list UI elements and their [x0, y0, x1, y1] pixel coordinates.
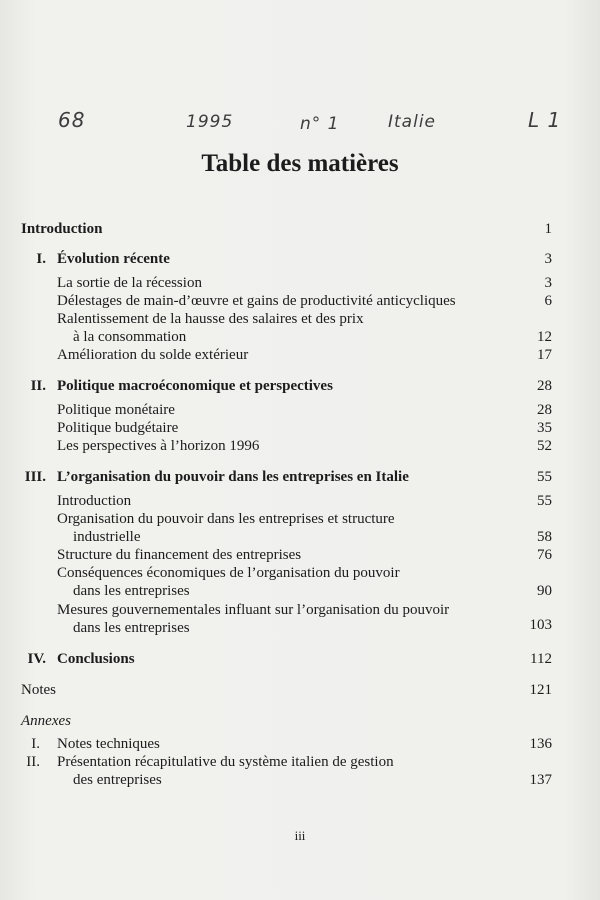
handwritten-year: 1995 [186, 112, 234, 132]
handwritten-country: Italie [388, 112, 437, 132]
toc-page-number: 121 [529, 682, 552, 698]
section-heading: L’organisation du pouvoir dans les entreprises en Italie [57, 469, 409, 485]
toc-entry-continued: à la consommation [73, 329, 187, 345]
section-numeral: IV. [27, 651, 46, 667]
section-numeral: I. [36, 251, 46, 267]
annexes-heading: Annexes [21, 713, 71, 729]
toc-page-number: 3 [544, 275, 552, 291]
toc-entry: Ralentissement de la hausse des salaires et des prix [57, 311, 364, 327]
toc-entry: Les perspectives à l’horizon 1996 [57, 438, 260, 454]
toc-entry: Présentation récapitulative du système italien de gestion [57, 754, 394, 770]
toc-page-number: 28 [537, 402, 552, 418]
toc-entry-continued: dans les entreprises [73, 620, 190, 636]
toc-page-number: 137 [529, 772, 552, 788]
toc-entry: Organisation du pouvoir dans les entreprises et structure [57, 511, 395, 527]
page-number-footer: iii [294, 828, 306, 843]
handwritten-code: L 1 [528, 108, 562, 132]
toc-entry: Conséquences économiques de l’organisation du pouvoir [57, 565, 400, 581]
annex-numeral: I. [31, 736, 40, 752]
toc-page-number: 58 [537, 529, 552, 545]
section-heading: Conclusions [57, 651, 135, 667]
toc-entry-continued: des entreprises [73, 772, 162, 788]
toc-page-number: 52 [537, 438, 552, 454]
toc-entry: Politique monétaire [57, 402, 175, 418]
toc-page-number: 76 [537, 547, 552, 563]
toc-page-number: 1 [544, 221, 552, 237]
toc-entry: La sortie de la récession [57, 275, 202, 291]
toc-page-number: 17 [537, 347, 552, 363]
toc-page-number: 112 [530, 651, 552, 667]
toc-entry: Amélioration du solde extérieur [57, 347, 249, 363]
annex-numeral: II. [26, 754, 40, 770]
toc-page-number: 28 [537, 378, 552, 394]
toc-entry: Délestages de main-d’œuvre et gains de productivité anticycliques [57, 293, 456, 309]
toc-entry-continued: dans les entreprises [73, 583, 190, 599]
toc-page-number: 55 [537, 493, 552, 509]
section-numeral: III. [24, 469, 46, 485]
toc-page-number: 3 [544, 251, 552, 267]
toc-introduction: Introduction [21, 221, 103, 237]
toc-page-number: 103 [529, 617, 552, 633]
toc-page-number: 12 [537, 329, 552, 345]
toc-entry: Introduction [57, 493, 132, 509]
toc-page-number: 6 [544, 293, 552, 309]
toc-page-number: 90 [537, 583, 552, 599]
toc-entry: Notes techniques [57, 736, 160, 752]
toc-page-number: 35 [537, 420, 552, 436]
section-numeral: II. [30, 378, 46, 394]
toc-entry: Structure du financement des entreprises [57, 547, 302, 563]
toc-page-number: 55 [537, 469, 552, 485]
section-heading: Évolution récente [57, 251, 170, 267]
toc-page-number: 136 [529, 736, 552, 752]
toc-entry: Mesures gouvernementales influant sur l’organisation du pouvoir [57, 602, 450, 618]
section-heading: Politique macroéconomique et perspectives [57, 378, 333, 394]
page-title: Table des matières [201, 150, 399, 177]
toc-notes: Notes [21, 682, 56, 698]
toc-entry: Politique budgétaire [57, 420, 179, 436]
handwritten-number: 68 [58, 108, 86, 132]
toc-entry-continued: industrielle [73, 529, 141, 545]
handwritten-issue: n° 1 [300, 114, 340, 134]
